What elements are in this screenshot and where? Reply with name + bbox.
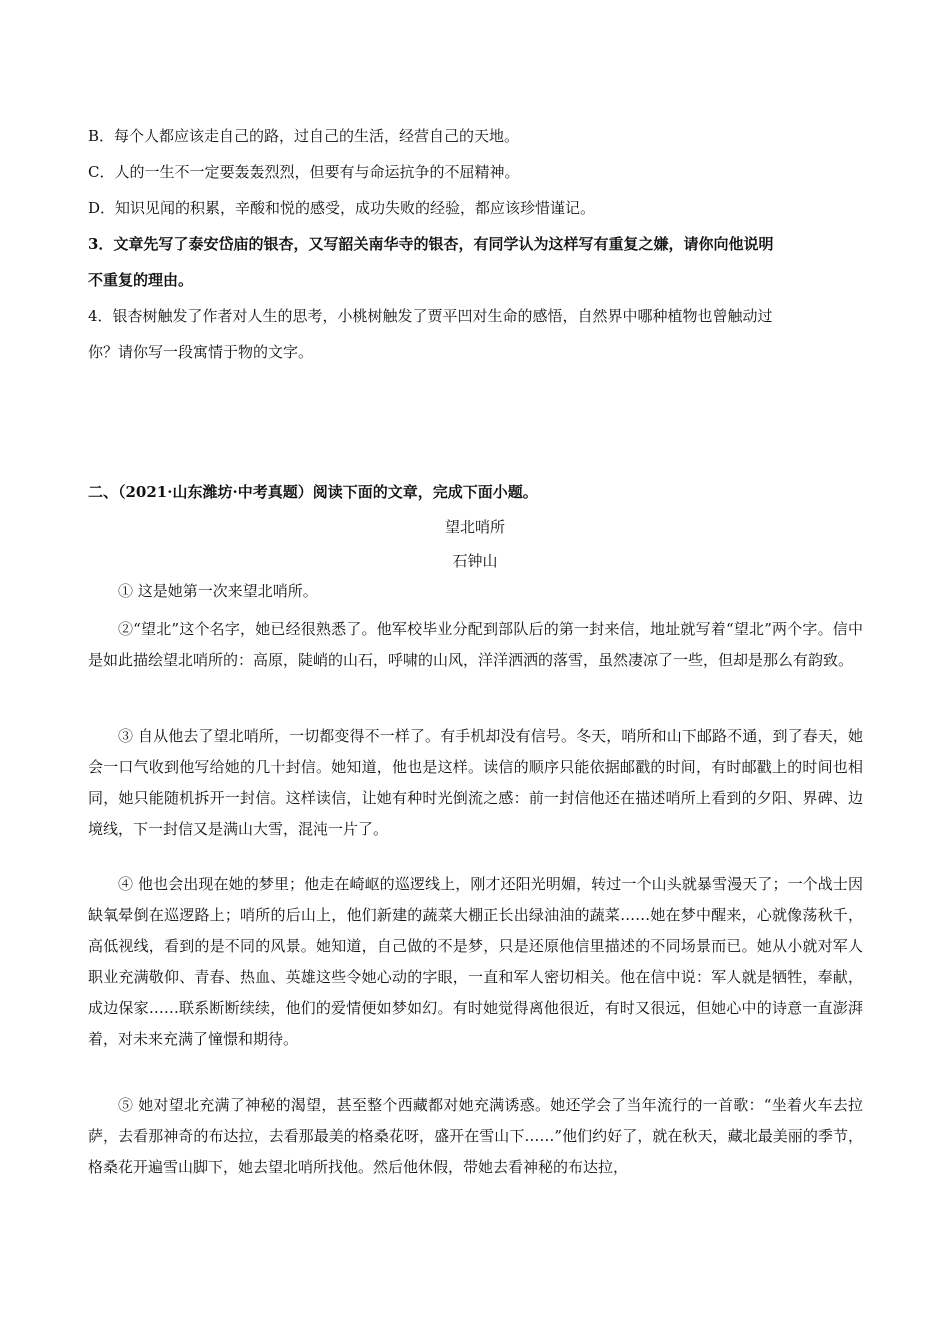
option-b: B．每个人都应该走自己的路，过自己的生活，经营自己的天地。	[88, 127, 520, 145]
question-3-line-1: 3．文章先写了泰安岱庙的银杏，又写韶关南华寺的银杏，有同学认为这样写有重复之嫌，请你向他说明	[88, 235, 774, 253]
paragraph-5: ⑤ 她对望北充满了神秘的渴望，甚至整个西藏都对她充满诱惑。她还学会了当年流行的一首歌：“坐着火车去拉萨，去看那神奇的布达拉，去看那最美的格桑花呀，盛开在雪山下……”他们约好了，就在秋天，藏北最美丽的季节，格桑花开遍雪山脚下，她去望北哨所找他。然后他休假，带她去看神秘的布达拉，	[88, 1096, 863, 1176]
question-3-line-2: 不重复的理由。	[88, 271, 194, 289]
option-d: D．知识见闻的积累，辛酸和悦的感受，成功失败的经验，都应该珍惜谨记。	[88, 199, 596, 217]
option-c: C．人的一生不一定要轰轰烈烈，但要有与命运抗争的不屈精神。	[88, 163, 520, 181]
paragraph-1: ① 这是她第一次来望北哨所。	[118, 582, 318, 600]
article-title: 望北哨所	[444, 518, 505, 536]
paragraph-4: ④ 他也会出现在她的梦里；他走在崎岖的巡逻线上，刚才还阳光明媚，转过一个山头就暴雪漫天了；一个战士因缺氧晕倒在巡逻路上；哨所的后山上，他们新建的蔬菜大棚正长出绿油油的蔬菜……她在梦中醒来，心就像荡秋千，高低视线，看到的是不同的风景。她知道，自己做的不是梦，只是还原他信里描述的不同场景而已。她从小就对军人职业充满敬仰、青春、热血、英雄这些令她心动的字眼，一直和军人密切相关。他在信中说：军人就是牺牲，奉献，成边保家……联系断断续续，他们的爱情便如梦如幻。有时她觉得离他很近，有时又很远，但她心中的诗意一直澎湃着，对未来充满了憧憬和期待。	[88, 875, 863, 1048]
article-author: 石钟山	[452, 552, 498, 570]
section-heading: 二、（2021·山东潍坊·中考真题）阅读下面的文章，完成下面小题。	[88, 483, 538, 501]
paragraph-3: ③ 自从他去了望北哨所，一切都变得不一样了。有手机却没有信号。冬天，哨所和山下邮路不通，到了春天，她会一口气收到他写给她的几十封信。她知道，他也是这样。读信的顺序只能依据邮戳的时间，有时邮戳上的时间也相同，她只能随机拆开一封信。这样读信，让她有种时光倒流之感：前一封信他还在描述哨所上看到的夕阳、界碑、边境线，下一封信又是满山大雪，混沌一片了。	[88, 727, 863, 838]
question-4-line-1: 4．银杏树触发了作者对人生的思考，小桃树触发了贾平凹对生命的感悟，自然界中哪种植物也曾触动过	[88, 307, 773, 325]
question-4-line-2: 你？请你写一段寓情于物的文字。	[88, 343, 314, 361]
paragraph-2: ②“望北”这个名字，她已经很熟悉了。他军校毕业分配到部队后的第一封来信，地址就写着“望北”两个字。信中是如此描绘望北哨所的：高原，陡峭的山石，呼啸的山风，洋洋洒洒的落雪，虽然凄凉了一些，但却是那么有韵致。	[88, 620, 863, 669]
